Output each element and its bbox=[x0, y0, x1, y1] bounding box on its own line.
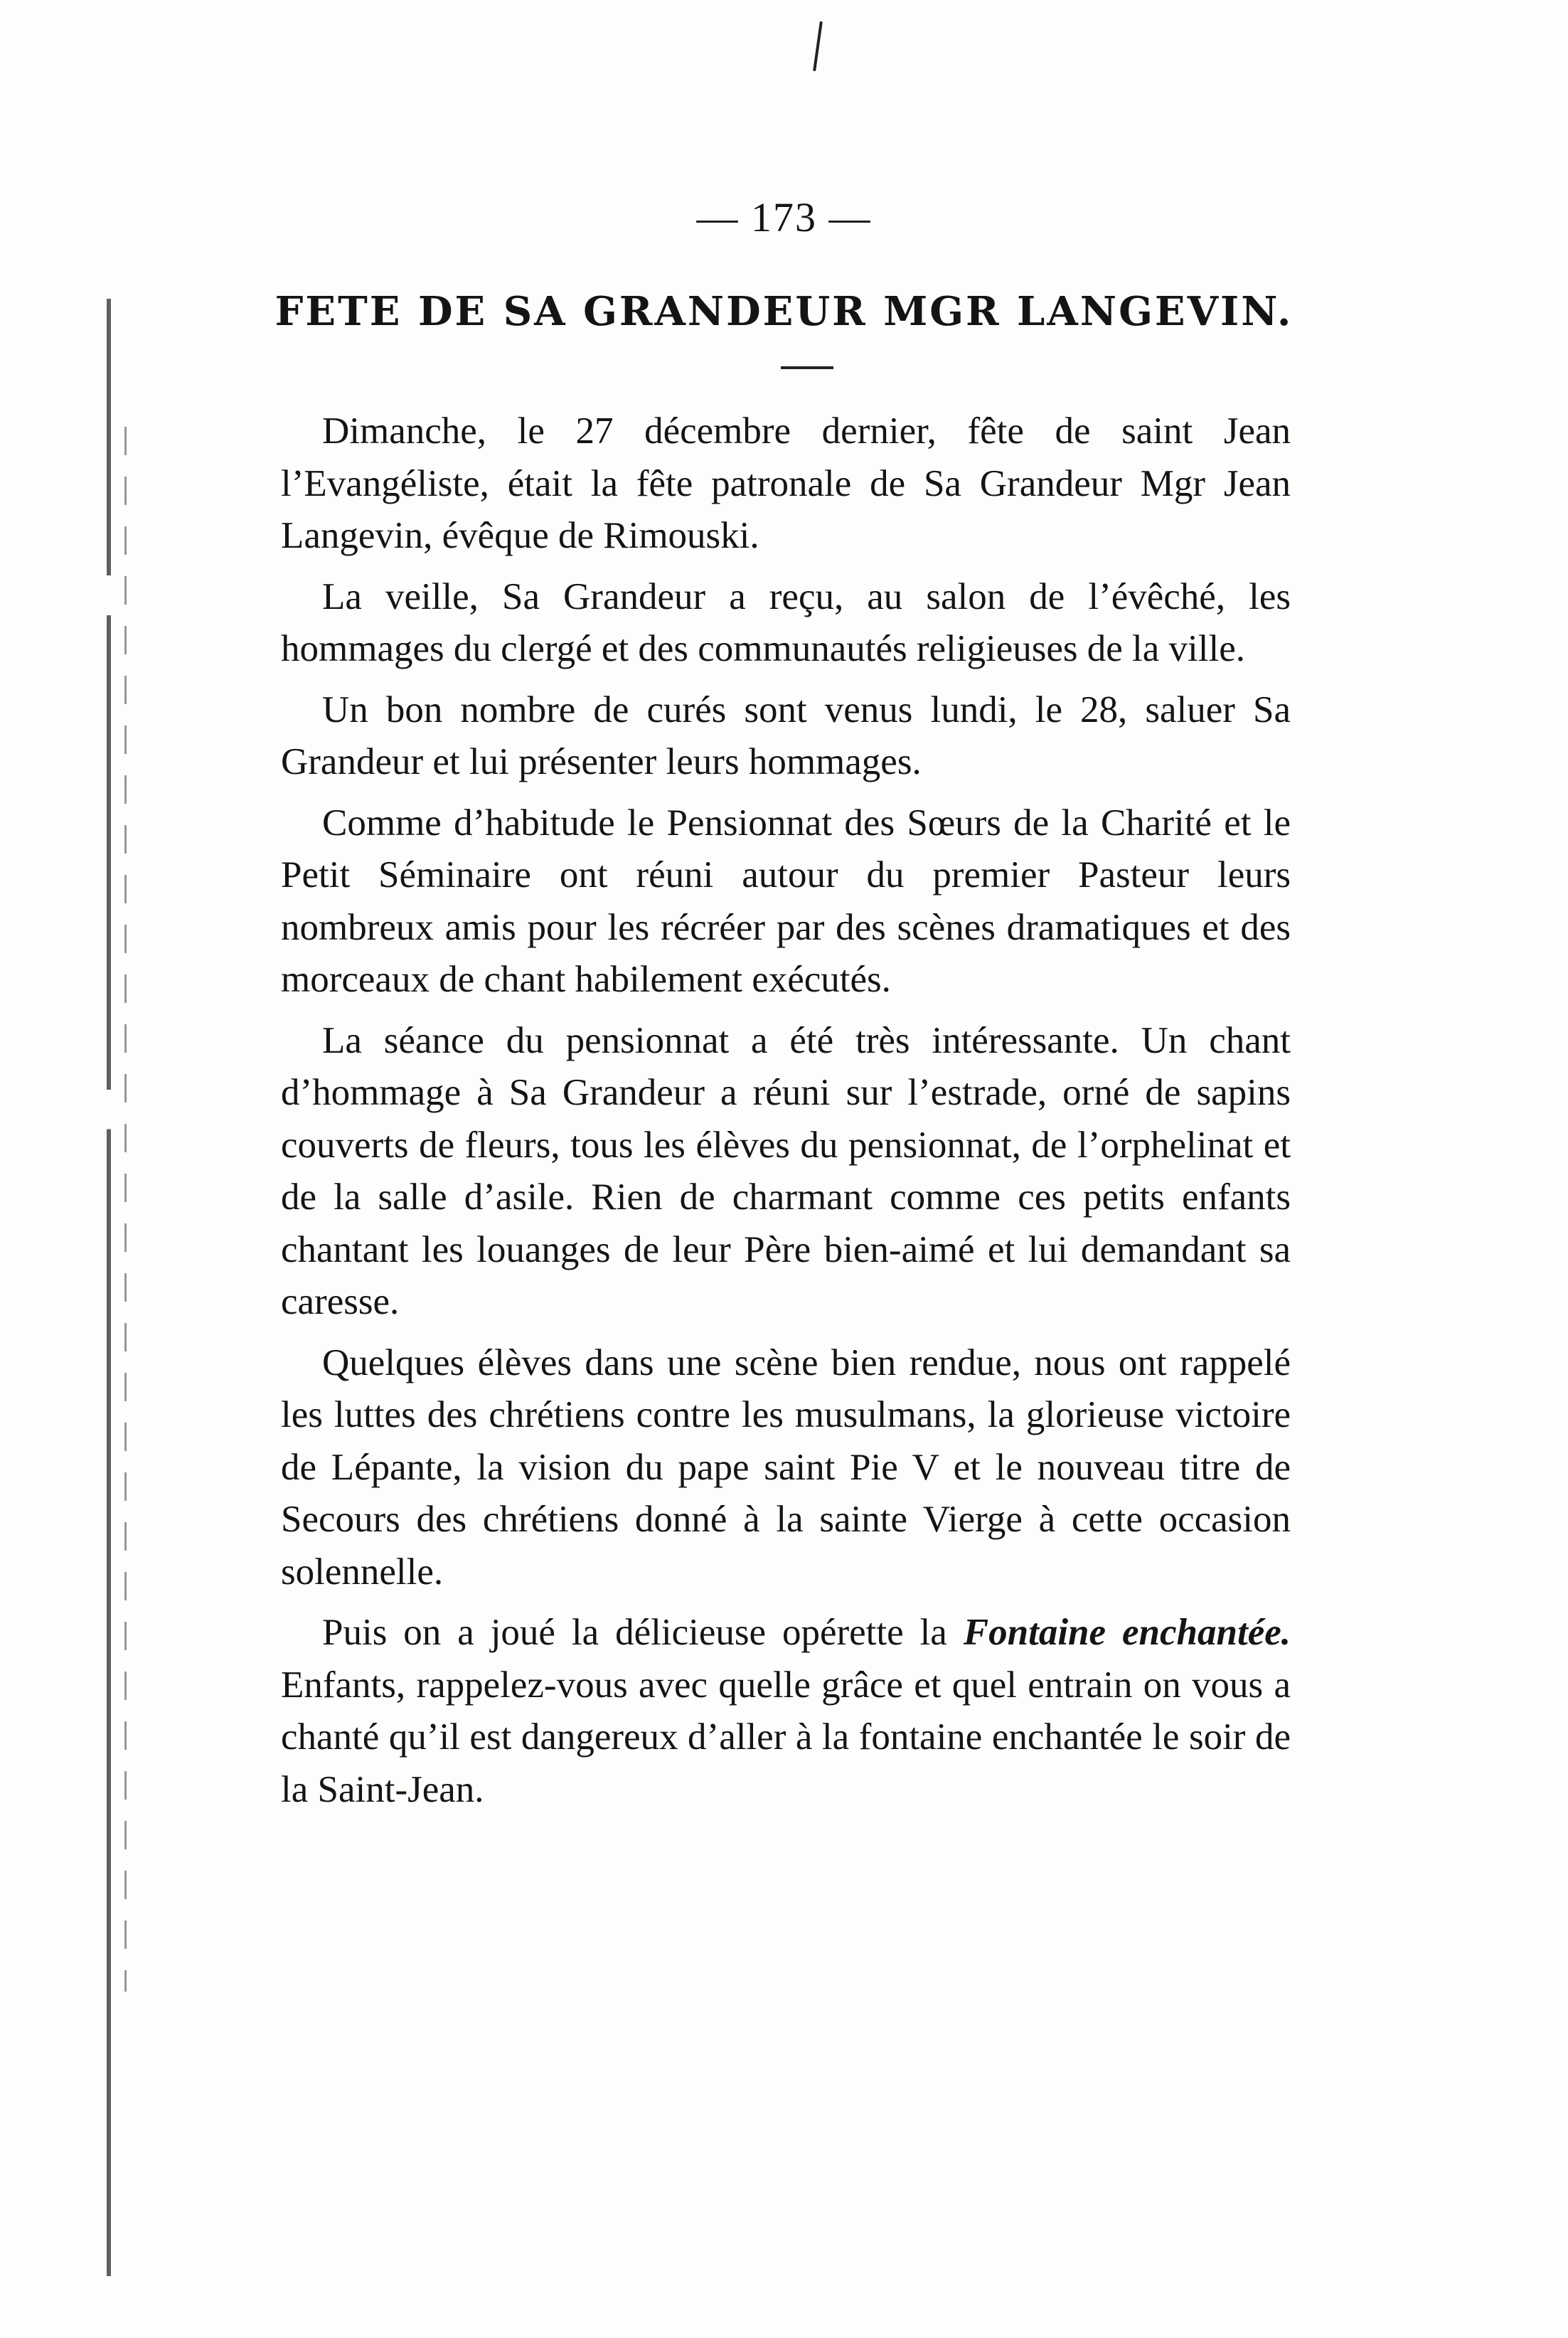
paragraph: La veille, Sa Grandeur a reçu, au salon de l’évêché, les hommages du clergé et des communautés religieuses de la ville. bbox=[281, 575, 1291, 669]
paragraph: Comme d’habitude le Pensionnat des Sœurs de la Charité et le Petit Séminaire ont réuni autour du premier Pasteur leurs nombreux amis pour les récréer par des scènes dramatiques et des morceaux de chant habilement exécutés. bbox=[281, 802, 1291, 1000]
ink-mark bbox=[813, 21, 823, 71]
italic-title: Fontaine enchantée. bbox=[963, 1612, 1291, 1653]
paragraph bbox=[281, 1607, 1291, 1816]
page-title: FETE DE SA GRANDEUR MGR LANGEVIN. bbox=[274, 288, 1294, 335]
article-body bbox=[281, 405, 1291, 1824]
paragraph: Quelques élèves dans une scène bien rendue, nous ont rappelé les luttes des chrétiens contre les musulmans, la glorieuse victoire de Lépante, la vision du pape saint Pie V et le nouveau titre de Secours des chrétiens donné à la sainte Vierge à cette occasion solennelle. bbox=[281, 1341, 1291, 1593]
page-number: — 173 — bbox=[696, 194, 872, 240]
paragraph-text: Enfants, rappelez-vous avec quelle grâce et quel entrain on vous a chanté qu’il est dangereux d’aller à la fontaine enchantée le soir de la Saint-Jean. bbox=[281, 1664, 1291, 1810]
paragraph: Un bon nombre de curés sont venus lundi, le 28, saluer Sa Grandeur et lui présenter leurs hommages. bbox=[281, 689, 1291, 782]
paragraph: La séance du pensionnat a été très intéressante. Un chant d’hommage à Sa Grandeur a réuni sur l’estrade, orné de sapins couverts de fleurs, tous les élèves du pensionnat, de l’orphelinat et de la salle d’asile. Rien de charmant comme ces petits enfants chantant les louanges de leur Père bien-aimé et lui demandant sa caresse. bbox=[281, 1019, 1291, 1322]
binding-marks bbox=[124, 427, 127, 1992]
paragraph: Dimanche, le 27 décembre dernier, fête de saint Jean l’Evangéliste, était la fête patronale de Sa Grandeur Mgr Jean Langevin, évêque de Rimouski. bbox=[281, 410, 1291, 556]
title-divider bbox=[781, 366, 833, 369]
paragraph-text: Puis on a joué la délicieuse opérette la bbox=[322, 1612, 964, 1653]
binding-shadow bbox=[107, 299, 111, 2276]
